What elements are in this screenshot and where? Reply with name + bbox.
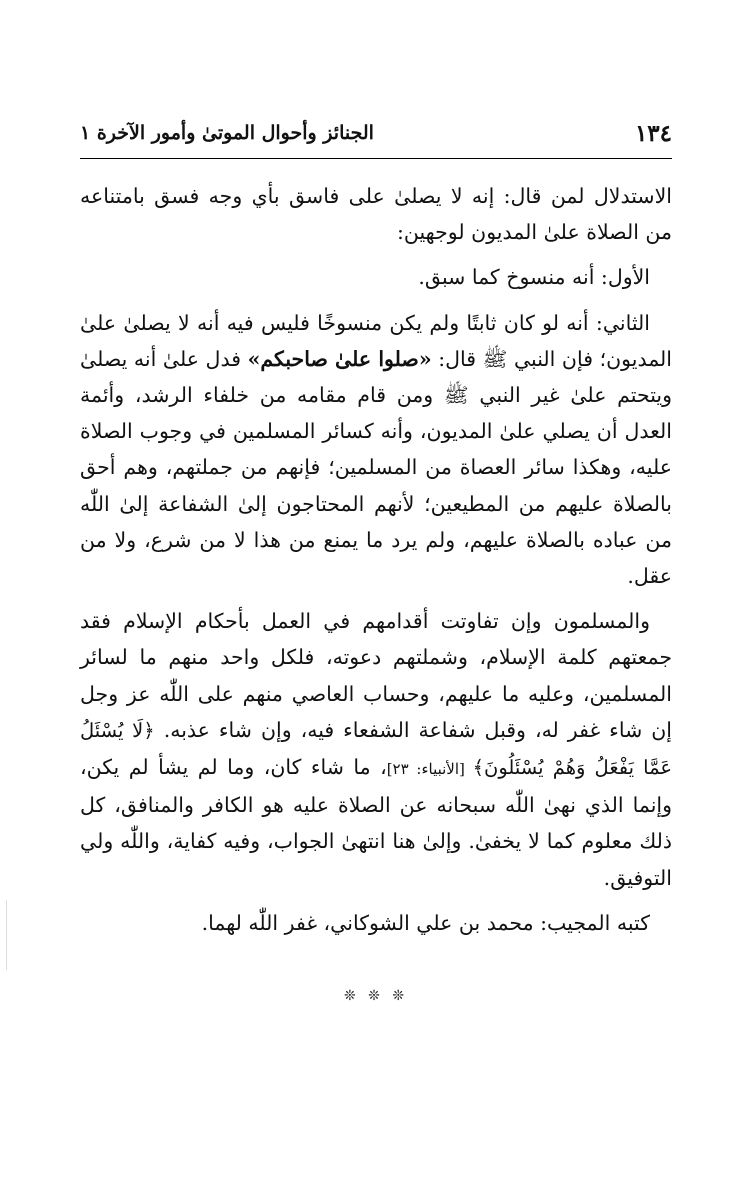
paragraph-2: الأول: أنه منسوخ كما سبق.: [418, 265, 650, 290]
paragraph-1: الاستدلال لمن قال: إنه لا يصلىٰ على فاسق بأي وجه فسق بامتناعه من الصلاة علىٰ المديون لوجهين:: [80, 184, 672, 245]
quran-verse: ﴿لَا يُسْئَلُ عَمَّا يَفْعَلُ وَهُمْ يُسْئَلُونَ﴾: [80, 718, 673, 780]
body-text: [80, 178, 672, 950]
paragraph-4: [80, 603, 672, 896]
paragraph-4-part-a: والمسلمون وإن تفاوتت أقدامهم في العمل بأحكام الإسلام فقد جمعتهم كلمة الإسلام، وشملتهم دعوته، فلكل واحد منهم ما لسائر المسلمين، وعليه ما عليهم، وحساب العاصي منهم على اللّٰه عز وجل إن شاء غفر له، وقبل شفاعة الشفعاء فيه، وإن شاء عذبه.: [80, 609, 672, 742]
paragraph-3-part-a: الثاني: أنه لو كان ثابتًا ولم يكن منسوخًا فليس فيه أنه لا يصلىٰ علىٰ المديون؛ فإن النبي ﷺ قال:: [80, 310, 672, 371]
paragraph-3-part-b: فدل علىٰ أنه يصلىٰ ويتحتم علىٰ غير النبي ﷺ ومن قام مقامه من خلفاء الرشد، وأئمة العدل أن يصلي علىٰ المديون، وأنه كسائر المسلمين في وجوب الصلاة عليه، وهكذا سائر العصاة من المسلمين؛ فإنهم من جملتهم، وهم أحق بالصلاة عليهم من المطيعين؛ لأنهم المحتاجون إلىٰ الشفاعة إلىٰ اللّٰه من عباده بالصلاة عليهم، ولم يرد ما يمنع من هذا لا من شرع، ولا من عقل.: [80, 346, 672, 589]
page-number: ١٣٤: [634, 120, 672, 147]
quran-reference: [الأنبياء: ٢٣]: [386, 760, 473, 779]
signature: كتبه المجيب: محمد بن علي الشوكاني، غفر اللّٰه لهما.: [201, 910, 650, 935]
running-title: الجنائز وأحوال الموتىٰ وأمور الآخرة ١: [80, 122, 374, 144]
header-rule: [80, 158, 672, 159]
running-header: [80, 114, 672, 154]
hadith-quote: «صلوا علىٰ صاحبكم»: [247, 346, 432, 371]
section-separator: ❊ ❊ ❊: [343, 988, 409, 1004]
paragraph-4-part-b: ، ما شاء كان، وما لم يشأ لم يكن، وإنما الذي نهىٰ اللّٰه سبحانه عن الصلاة عليه هو الكافر والمنافق، كل ذلك معلوم كما لا يخفىٰ. وإلىٰ هنا انتهىٰ الجواب، وفيه كفاية، واللّٰه ولي التوفيق.: [80, 755, 672, 890]
scan-margin-line: [6, 900, 7, 970]
paragraph-3: [80, 305, 672, 595]
